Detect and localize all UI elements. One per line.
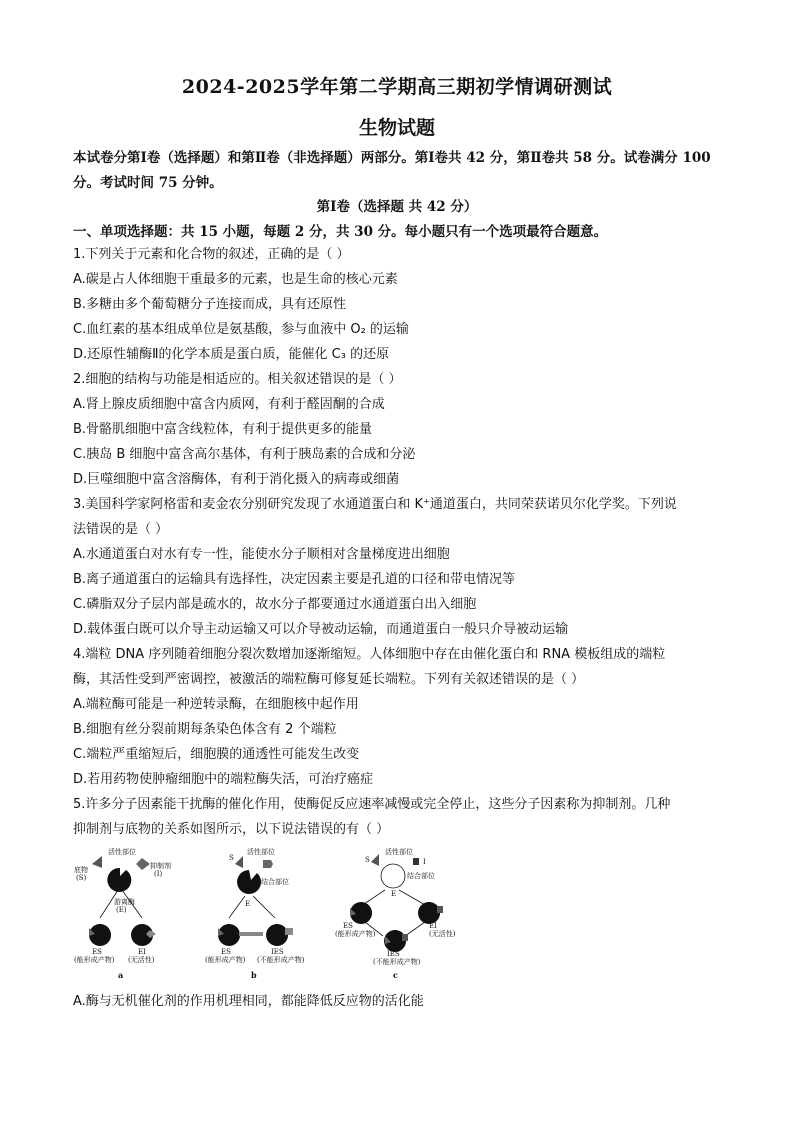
figure-panel-c — [335, 846, 465, 986]
equilibrium-arrow-icon — [239, 932, 263, 936]
panel-b-active-site-label: 活性部位 — [247, 848, 275, 856]
panel-a-letter: a — [118, 970, 124, 980]
panel-a-active-site-label: 活性部位 — [108, 848, 136, 856]
question-4-stem-line2: 酶，其活性受到严密调控，被激活的端粒酶可修复延长端粒。下列有关叙述错误的是（ ） — [73, 672, 585, 687]
question-3-option-b: B.离子通道蛋白的运输具有选择性，决定因素主要是孔道的口径和带电情况等 — [73, 572, 516, 587]
question-1-option-c: C.血红素的基本组成单位是氨基酸，参与血液中 O₂ 的运输 — [73, 322, 409, 337]
panel-a-enzyme-label: 游离酶 — [114, 898, 135, 906]
panel-a-es-label: ES — [92, 948, 102, 956]
panel-b-ies-note: (不能形成产物) — [257, 956, 305, 964]
substrate-triangle-icon — [371, 854, 379, 866]
panel-a-enzyme-symbol: (E) — [116, 906, 127, 914]
panel-c-active-site-label: 活性部位 — [385, 848, 413, 856]
question-2-option-c: C.胰岛 B 细胞中富含高尔基体，有利于胰岛素的合成和分泌 — [73, 447, 416, 462]
panel-a-substrate-label: 底物 — [74, 866, 88, 874]
enzyme-inhibition-figure — [70, 846, 470, 986]
question-5-option-a: A.酶与无机催化剂的作用机理相同，都能降低反应物的活化能 — [73, 994, 424, 1009]
substrate-triangle-icon — [92, 856, 102, 868]
panel-a-es-note: (能形成产物) — [74, 956, 115, 964]
question-2-stem: 2.细胞的结构与功能是相适应的。相关叙述错误的是（ ） — [73, 372, 402, 387]
panel-c-ei-label: EI — [429, 922, 437, 930]
panel-c-es-label: ES — [343, 922, 353, 930]
exam-title: 2024-2025学年第二学期高三期初学情调研测试 — [181, 76, 613, 98]
substrate-triangle-icon — [235, 856, 243, 868]
question-3-option-c: C.磷脂双分子层内部是疏水的，故水分子都要通过水通道蛋白出入细胞 — [73, 597, 477, 612]
question-1-option-a: A.碳是占人体细胞干重最多的元素，也是生命的核心元素 — [73, 272, 398, 287]
panel-c-ei-note: (无活性) — [429, 930, 456, 938]
question-5-stem-line1: 5.许多分子因素能干扰酶的催化作用，使酶促反应速率减慢或完全停止，这些分子因素称为抑制剂。几种 — [73, 797, 671, 812]
inhibitor-diamond-icon — [136, 858, 150, 870]
figure-panel-b — [205, 846, 325, 986]
question-2-option-a: A.肾上腺皮质细胞中富含内质网，有利于醛固酮的合成 — [73, 397, 385, 412]
question-4-stem-line1: 4.端粒 DNA 序列随着细胞分裂次数增加逐渐缩短。人体细胞中存在由催化蛋白和 RNA 模板组成的端粒 — [73, 647, 666, 662]
question-2-option-d: D.巨噬细胞中富含溶酶体，有利于消化摄入的病毒或细菌 — [73, 472, 400, 487]
inhibitor-square-icon — [413, 858, 419, 865]
question-1-option-d: D.还原性辅酶Ⅱ的化学本质是蛋白质，能催化 C₃ 的还原 — [73, 347, 390, 362]
question-4-option-c: C.端粒严重缩短后，细胞膜的通透性可能发生改变 — [73, 747, 360, 762]
panel-b-es-label: ES — [221, 948, 231, 956]
part-title: 第Ⅰ卷（选择题 共 42 分） — [316, 199, 478, 215]
panel-b-es-note: (能形成产物) — [205, 956, 246, 964]
question-5-stem-line2: 抑制剂与底物的关系如图所示，以下说法错误的有（ ） — [73, 822, 390, 837]
panel-c-binding-site-label: 结合部位 — [407, 872, 435, 880]
figure-panel-a — [70, 846, 190, 986]
panel-a-inhibitor-symbol: (I) — [154, 870, 163, 878]
question-3-option-a: A.水通道蛋白对水有专一性，能使水分子顺相对含量梯度进出细胞 — [73, 547, 450, 562]
panel-c-ies-note: (不能形成产物) — [373, 958, 421, 966]
panel-b-letter: b — [251, 970, 257, 980]
question-3-stem-line1: 3.美国科学家阿格雷和麦金农分别研究发现了水通道蛋白和 K⁺通道蛋白，共同荣获诺贝尔化学奖。下列说 — [73, 497, 677, 512]
free-enzyme-shape — [107, 868, 131, 892]
question-2-option-b: B.骨骼肌细胞中富含线粒体，有利于提供更多的能量 — [73, 422, 373, 437]
panel-b-ies-label: IES — [271, 948, 284, 956]
question-1-stem: 1.下列关于元素和化合物的叙述，正确的是（ ） — [73, 247, 350, 262]
free-enzyme-shape — [237, 870, 261, 894]
section-instruction: 一、单项选择题：共 15 小题，每题 2 分，共 30 分。每小题只有一个选项最符合题意。 — [73, 224, 608, 240]
question-1-option-b: B.多糖由多个葡萄糖分子连接而成，具有还原性 — [73, 297, 347, 312]
inhibitor-hexagon-icon — [263, 860, 273, 868]
panel-a-ei-label: EI — [138, 948, 146, 956]
panel-c-es-note: (能形成产物) — [335, 930, 376, 938]
question-4-option-d: D.若用药物使肿瘤细胞中的端粒酶失活，可治疗癌症 — [73, 772, 374, 787]
question-3-stem-line2: 法错误的是（ ） — [73, 522, 169, 537]
exam-subject: 生物试题 — [358, 117, 435, 139]
question-4-option-b: B.细胞有丝分裂前期每条染色体含有 2 个端粒 — [73, 722, 337, 737]
panel-b-e-label: E — [245, 900, 251, 908]
panel-a-ei-note: (无活性) — [128, 956, 155, 964]
panel-a-inhibitor-label: 抑制剂 — [150, 862, 171, 870]
panel-b-s-label: S — [229, 854, 234, 862]
question-3-option-d: D.载体蛋白既可以介导主动运输又可以介导被动运输，而通道蛋白一般只介导被动运输 — [73, 622, 569, 637]
panel-c-s-label: S — [365, 856, 370, 864]
panel-c-ies-label: IES — [387, 950, 400, 958]
panel-c-letter: c — [393, 970, 398, 980]
panel-c-e-label: E — [391, 890, 397, 898]
panel-c-i-label: I — [423, 858, 426, 866]
exam-intro: 本试卷分第Ⅰ卷（选择题）和第Ⅱ卷（非选择题）两部分。第Ⅰ卷共 42 分，第Ⅱ卷共 58 分。试卷满分 100 分。考试时间 75 分钟。 — [73, 150, 711, 191]
question-4-option-a: A.端粒酶可能是一种逆转录酶，在细胞核中起作用 — [73, 697, 359, 712]
panel-b-binding-site-label: 结合部位 — [261, 878, 289, 886]
panel-a-substrate-symbol: (S) — [76, 874, 87, 882]
